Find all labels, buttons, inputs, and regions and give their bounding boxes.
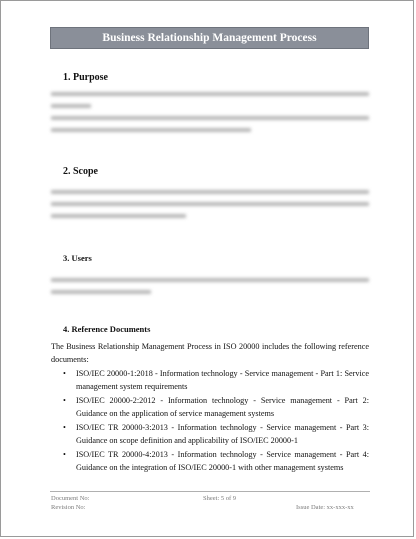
document-no-label: Document No:	[51, 495, 90, 502]
reference-item-text: ISO/IEC TR 20000-4:2013 - Information technology - Service management - Part 4: Guidance on the integration of ISO/IEC 20000-1 with other management systems	[76, 450, 369, 472]
reference-list	[63, 367, 369, 475]
reference-item	[63, 367, 369, 393]
bullet-icon: •	[63, 369, 66, 378]
section-heading-references: 4. Reference Documents	[63, 324, 151, 334]
footer-divider	[50, 491, 370, 492]
footer-left	[51, 494, 89, 512]
section-heading-purpose: 1. Purpose	[63, 72, 108, 83]
bullet-icon: •	[63, 423, 66, 432]
revision-no-label: Revision No:	[51, 504, 86, 511]
users-redacted-text	[51, 278, 369, 302]
reference-item-text: ISO/IEC 20000-2:2012 - Information technology - Service management - Part 2: Guidance on the application of service management systems	[76, 396, 369, 418]
bullet-icon: •	[63, 450, 66, 459]
reference-item-text: ISO/IEC 20000-1:2018 - Information technology - Service management - Part 1: Service management system requirements	[76, 369, 369, 391]
reference-item-text: ISO/IEC TR 20000-3:2013 - Information technology - Service management - Part 3: Guidance on scope definition and applicability of ISO/IEC 20000-1	[76, 423, 369, 445]
section-heading-users: 3. Users	[63, 253, 92, 263]
reference-item	[63, 421, 369, 447]
sheet-number: Sheet: 5 of 9	[203, 495, 237, 502]
bullet-icon: •	[63, 396, 66, 405]
issue-date: Issue Date: xx-xxx-xx	[296, 504, 354, 511]
section-heading-scope: 2. Scope	[63, 166, 98, 177]
reference-item	[63, 448, 369, 474]
references-intro: The Business Relationship Management Process in ISO 20000 includes the following reference documents:	[51, 342, 369, 364]
reference-item	[63, 394, 369, 420]
scope-redacted-text	[51, 190, 369, 226]
purpose-redacted-text	[51, 92, 369, 140]
document-title: Business Relationship Management Process	[50, 27, 369, 49]
